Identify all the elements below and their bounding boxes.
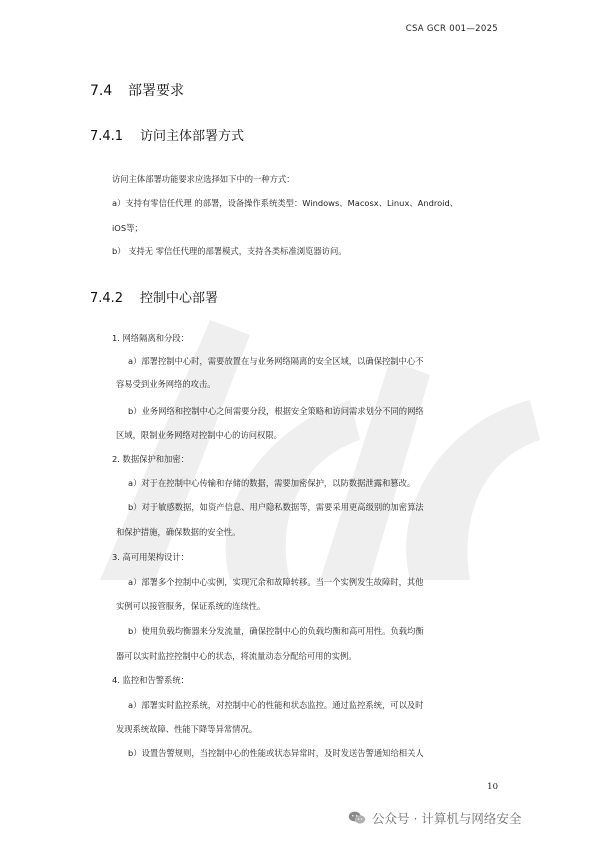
paragraph: 和保护措施，确保数据的安全性。 [116,527,241,537]
subsection-title: 访问主体部署方式 [140,129,245,144]
subsection-heading-2 [90,287,218,306]
footer-watermark-text: 公众号 · 计算机与网络安全 [372,811,522,826]
paragraph: b）业务网络和控制中心之间需要分段，根据安全策略和访问需求划分不同的网络 [128,406,424,416]
paragraph: 容易受到业务网络的攻击。 [116,379,216,389]
section-heading [90,80,184,100]
paragraph: 发现系统故障、性能下降等异常情况。 [116,724,258,734]
list-heading: 4. 监控和告警系统： [112,675,189,685]
paragraph: iOS等； [112,223,143,233]
list-heading: 1. 网络隔离和分段： [112,333,189,343]
paragraph: b）设置告警规则，当控制中心的性能或状态异常时，及时发送告警通知给相关人 [128,748,424,758]
paragraph: 区域，限制业务网络对控制中心的访问权限。 [116,430,282,440]
wechat-icon [348,810,366,826]
subsection-number: 7.4.1 [90,129,124,144]
subsection-number: 7.4.2 [90,291,124,306]
subsection-heading-1 [90,125,244,144]
page-number: 10 [487,782,498,792]
section-title: 部署要求 [128,83,184,99]
paragraph: a）部署实时监控系统，对控制中心的性能和状态监控。通过监控系统，可以及时 [128,700,424,710]
paragraph: b）使用负载均衡器来分发流量，确保控制中心的负载均衡和高可用性。负载均衡 [128,626,424,636]
paragraph: b）对于敏感数据，如资产信息、用户隐私数据等，需要采用更高级别的加密算法 [128,502,424,512]
list-heading: 2. 数据保护和加密： [112,454,189,464]
paragraph: b） 支持无 零信任代理的部署模式，支持各类标准浏览器访问。 [112,246,347,256]
paragraph: 访问主体部署功能要求应选择如下中的一种方式： [112,174,295,184]
paragraph: a）对于在控制中心传输和存储的数据，需要加密保护，以防数据泄露和篡改。 [128,478,416,488]
paragraph: a）支持有零信任代理 的部署，设备操作系统类型：Windows、Macosx、Linux、Android、 [112,198,459,208]
section-number: 7.4 [90,83,113,99]
paragraph: 器可以实时监控控制中心的状态，将流量动态分配给可用的实例。 [116,651,357,661]
paragraph: a）部署控制中心时，需要放置在与业务网络隔离的安全区域，以确保控制中心不 [128,356,424,366]
paragraph: a）部署多个控制中心实例，实现冗余和故障转移。当一个实例发生故障时，其他 [128,577,424,587]
document-code-header: CSA GCR 001—2025 [405,24,498,34]
footer-watermark [348,808,521,828]
list-heading: 3. 高可用架构设计： [112,552,189,562]
paragraph: 实例可以接管服务，保证系统的连续性。 [116,601,266,611]
subsection-title: 控制中心部署 [140,291,219,306]
